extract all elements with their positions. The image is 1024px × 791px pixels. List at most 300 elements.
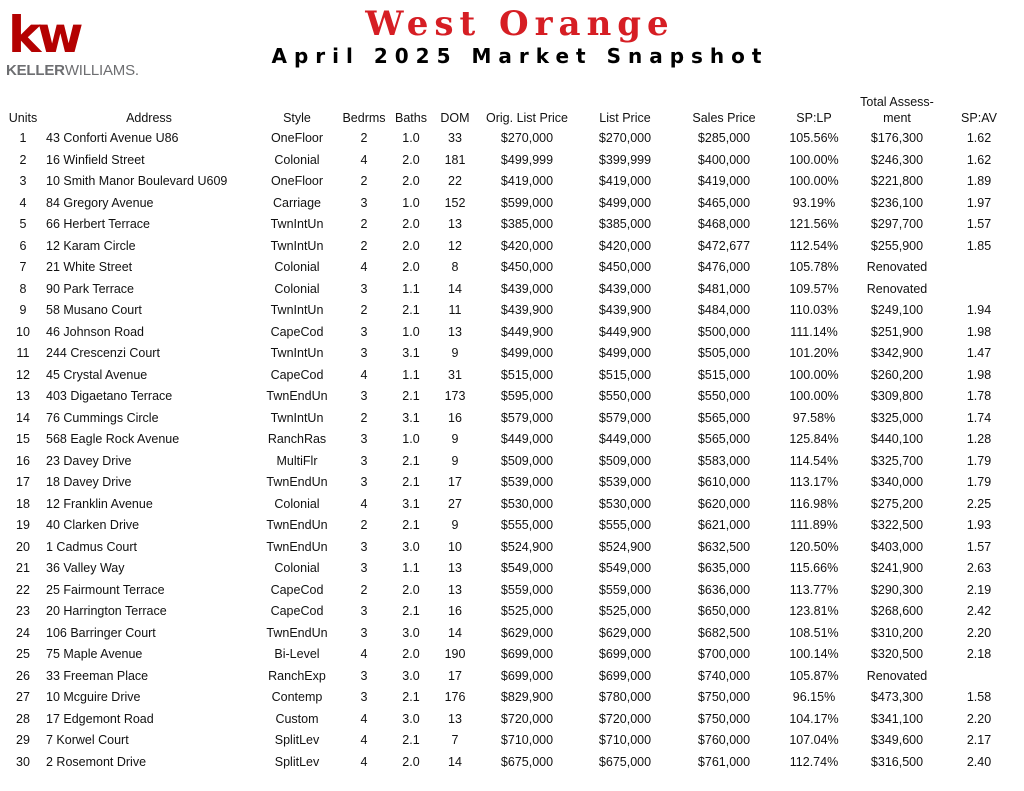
- cell-baths: 2.0: [402, 152, 420, 167]
- cell-orig-list-price: $629,000: [500, 625, 554, 640]
- cell-sp-av: 1.28: [966, 432, 992, 446]
- cell-list-price: $699,000: [598, 668, 652, 683]
- cell-bedrms: 3: [360, 281, 368, 296]
- cell-total-assessment: $403,000: [870, 539, 924, 554]
- cell-units: 22: [16, 582, 30, 597]
- col-header-sp-av: SP:AV: [961, 111, 997, 125]
- cell-sp-av: 1.97: [966, 195, 992, 210]
- cell-style: MultiFlr: [276, 453, 318, 468]
- cell-total-assessment: $316,500: [870, 754, 924, 769]
- cell-list-price: $499,000: [598, 346, 652, 360]
- cell-sp-lp: 100.14%: [789, 647, 839, 661]
- cell-sp-av: 1.47: [966, 346, 992, 360]
- cell-units: 1: [19, 131, 27, 145]
- cell-sp-lp: 100.00%: [789, 389, 839, 403]
- cell-orig-list-price: $419,000: [500, 174, 554, 188]
- table-header-row: [4, 94, 1018, 128]
- cell-sp-av: 2.25: [966, 496, 992, 511]
- cell-address: 76 Cummings Circle: [46, 410, 159, 425]
- cell-sp-lp: 123.81%: [789, 604, 839, 618]
- cell-orig-list-price: $449,000: [500, 432, 554, 446]
- col-header-list-price: List Price: [599, 111, 651, 125]
- cell-list-price: $449,900: [598, 324, 652, 339]
- cell-sales-price: $481,000: [697, 281, 751, 296]
- cell-dom: 173: [444, 389, 466, 403]
- cell-orig-list-price: $555,000: [500, 518, 554, 532]
- cell-style: Colonial: [274, 561, 320, 575]
- cell-baths: 2.0: [402, 754, 420, 769]
- cell-style: CapeCod: [270, 582, 324, 597]
- cell-style: SplitLev: [274, 754, 320, 769]
- cell-orig-list-price: $499,999: [500, 152, 554, 167]
- cell-list-price: $450,000: [598, 260, 652, 274]
- cell-list-price: $720,000: [598, 711, 652, 726]
- cell-sp-av: 2.19: [966, 582, 992, 597]
- cell-sales-price: $632,500: [697, 539, 751, 554]
- cell-dom: 14: [448, 754, 462, 769]
- cell-bedrms: 3: [360, 604, 368, 618]
- cell-sp-av: 2.18: [966, 647, 992, 661]
- cell-dom: 8: [451, 260, 459, 274]
- cell-baths: 1.0: [402, 432, 420, 446]
- cell-style: RanchExp: [268, 668, 326, 683]
- cell-bedrms: 2: [360, 410, 368, 425]
- cell-sp-av: [940, 257, 1018, 279]
- cell-sales-price: $750,000: [697, 690, 751, 704]
- cell-sp-lp: 116.98%: [789, 496, 839, 511]
- cell-baths: 2.0: [402, 647, 420, 661]
- cell-dom: 176: [444, 690, 466, 704]
- cell-style: TwnIntUn: [270, 346, 324, 360]
- cell-baths: 2.0: [402, 238, 420, 253]
- cell-list-price: $439,900: [598, 303, 652, 317]
- cell-list-price: $675,000: [598, 754, 652, 769]
- cell-units: 26: [16, 668, 30, 683]
- table-body: [4, 128, 1018, 773]
- cell-list-price: $439,000: [598, 281, 652, 296]
- cell-orig-list-price: $525,000: [500, 604, 554, 618]
- cell-orig-list-price: $530,000: [500, 496, 554, 511]
- cell-sales-price: $500,000: [697, 324, 751, 339]
- cell-dom: 181: [444, 152, 466, 167]
- market-snapshot-table: [4, 94, 1018, 773]
- cell-sales-price: $750,000: [697, 711, 751, 726]
- table-row: [4, 429, 1018, 451]
- table-row: [4, 537, 1018, 559]
- cell-total-assessment: $251,900: [870, 324, 924, 339]
- cell-address: 12 Franklin Avenue: [46, 496, 153, 511]
- col-header-total-assessment-line1: Total Assess-: [860, 95, 934, 109]
- cell-units: 3: [19, 174, 27, 188]
- table-row: [4, 365, 1018, 387]
- page-title: West Orange: [365, 4, 675, 44]
- cell-total-assessment: $473,300: [870, 690, 924, 704]
- table-row: [4, 644, 1018, 666]
- cell-address: 106 Barringer Court: [46, 625, 156, 640]
- cell-sp-av: 2.20: [966, 711, 992, 726]
- cell-units: 15: [16, 432, 30, 446]
- cell-sales-price: $565,000: [697, 432, 751, 446]
- cell-address: 58 Musano Court: [46, 303, 142, 317]
- cell-orig-list-price: $439,900: [500, 303, 554, 317]
- cell-list-price: $539,000: [598, 475, 652, 489]
- cell-list-price: $499,000: [598, 195, 652, 210]
- cell-total-assessment: $342,900: [870, 346, 924, 360]
- cell-address: 75 Maple Avenue: [46, 647, 143, 661]
- cell-orig-list-price: $539,000: [500, 475, 554, 489]
- cell-sales-price: $650,000: [697, 604, 751, 618]
- cell-style: TwnIntUn: [270, 238, 324, 253]
- cell-orig-list-price: $449,900: [500, 324, 554, 339]
- cell-style: Colonial: [274, 496, 320, 511]
- cell-baths: 2.1: [402, 604, 420, 618]
- cell-orig-list-price: $699,000: [500, 668, 554, 683]
- cell-style: Colonial: [274, 260, 320, 274]
- cell-units: 19: [16, 518, 30, 532]
- cell-total-assessment: $320,500: [870, 647, 924, 661]
- cell-bedrms: 3: [360, 432, 368, 446]
- cell-bedrms: 4: [360, 711, 368, 726]
- cell-baths: 3.0: [402, 711, 420, 726]
- cell-dom: 13: [448, 561, 462, 575]
- cell-baths: 3.0: [402, 668, 420, 683]
- cell-style: OneFloor: [270, 131, 324, 145]
- cell-bedrms: 4: [360, 496, 368, 511]
- cell-sp-lp: 114.54%: [789, 453, 839, 468]
- cell-address: 90 Park Terrace: [46, 281, 135, 296]
- cell-bedrms: 3: [360, 453, 368, 468]
- cell-sales-price: $465,000: [697, 195, 751, 210]
- cell-baths: 1.1: [402, 281, 420, 296]
- cell-dom: 152: [444, 195, 466, 210]
- cell-baths: 2.0: [402, 582, 420, 597]
- cell-total-assessment: $325,000: [870, 410, 924, 425]
- cell-total-assessment: $340,000: [870, 475, 924, 489]
- cell-bedrms: 3: [360, 195, 368, 210]
- cell-sp-lp: 111.89%: [790, 518, 838, 532]
- table-row: [4, 214, 1018, 236]
- cell-total-assessment: $440,100: [870, 432, 924, 446]
- cell-baths: 2.1: [402, 389, 420, 403]
- cell-orig-list-price: $595,000: [500, 389, 554, 403]
- cell-units: 21: [16, 561, 30, 575]
- cell-bedrms: 2: [360, 518, 368, 532]
- cell-baths: 3.0: [402, 539, 420, 554]
- cell-bedrms: 3: [360, 561, 368, 575]
- cell-orig-list-price: $450,000: [500, 260, 554, 274]
- cell-sp-av: 1.62: [966, 131, 992, 145]
- cell-list-price: $270,000: [598, 131, 652, 145]
- cell-sales-price: $550,000: [697, 389, 751, 403]
- cell-sp-av: [940, 666, 1018, 688]
- cell-address: 403 Digaetano Terrace: [46, 389, 173, 403]
- cell-units: 14: [16, 410, 30, 425]
- cell-sales-price: $400,000: [697, 152, 751, 167]
- col-header-baths: Baths: [395, 111, 427, 125]
- cell-orig-list-price: $599,000: [500, 195, 554, 210]
- cell-orig-list-price: $270,000: [500, 131, 554, 145]
- cell-total-assessment: $268,600: [870, 604, 924, 618]
- cell-address: 36 Valley Way: [46, 561, 125, 575]
- cell-total-assessment: Renovated: [866, 281, 928, 296]
- cell-total-assessment: Renovated: [866, 668, 928, 683]
- cell-list-price: $524,900: [598, 539, 652, 554]
- cell-total-assessment: $309,800: [870, 389, 924, 403]
- cell-units: 29: [16, 733, 30, 747]
- cell-bedrms: 3: [360, 475, 368, 489]
- cell-bedrms: 4: [360, 152, 368, 167]
- cell-bedrms: 3: [360, 346, 368, 360]
- cell-style: CapeCod: [270, 367, 324, 382]
- cell-list-price: $559,000: [598, 582, 652, 597]
- cell-orig-list-price: $439,000: [500, 281, 554, 296]
- cell-sp-lp: 101.20%: [789, 346, 839, 360]
- cell-bedrms: 3: [360, 324, 368, 339]
- cell-sp-av: 1.89: [966, 174, 992, 188]
- cell-baths: 1.1: [402, 367, 420, 382]
- cell-sp-av: 2.40: [966, 754, 992, 769]
- cell-list-price: $699,000: [598, 647, 652, 661]
- cell-style: Bi-Level: [274, 647, 320, 661]
- cell-sp-av: 2.42: [966, 604, 992, 618]
- cell-total-assessment: $249,100: [870, 303, 924, 317]
- cell-bedrms: 2: [360, 238, 368, 253]
- cell-list-price: $530,000: [598, 496, 652, 511]
- table-row: [4, 257, 1018, 279]
- cell-sp-lp: 105.56%: [789, 131, 839, 145]
- table-row: [4, 623, 1018, 645]
- cell-units: 16: [16, 453, 30, 468]
- cell-sales-price: $740,000: [697, 668, 751, 683]
- cell-style: Custom: [275, 711, 319, 726]
- cell-total-assessment: $236,100: [870, 195, 924, 210]
- cell-sales-price: $565,000: [697, 410, 751, 425]
- cell-sales-price: $620,000: [697, 496, 751, 511]
- col-header-orig-list-price: Orig. List Price: [486, 111, 568, 125]
- cell-style: TwnIntUn: [270, 217, 324, 231]
- cell-dom: 11: [448, 303, 462, 317]
- cell-sp-lp: 115.66%: [789, 561, 839, 575]
- cell-style: CapeCod: [270, 324, 324, 339]
- cell-list-price: $419,000: [598, 174, 652, 188]
- table-row: [4, 601, 1018, 623]
- col-header-bedrms: Bedrms: [342, 111, 386, 125]
- cell-bedrms: 2: [360, 174, 368, 188]
- table-row: [4, 128, 1018, 150]
- cell-bedrms: 3: [360, 690, 368, 704]
- cell-sp-lp: 111.14%: [790, 324, 838, 339]
- cell-baths: 2.1: [402, 453, 420, 468]
- cell-orig-list-price: $829,900: [500, 690, 554, 704]
- cell-list-price: $449,000: [598, 432, 652, 446]
- cell-dom: 9: [451, 346, 459, 360]
- cell-units: 18: [16, 496, 30, 511]
- table-row: [4, 472, 1018, 494]
- cell-sp-av: 2.17: [966, 733, 992, 747]
- table-row: [4, 730, 1018, 752]
- cell-sp-av: 1.85: [966, 238, 992, 253]
- cell-dom: 17: [448, 668, 462, 683]
- cell-address: 10 Mcguire Drive: [46, 690, 141, 704]
- cell-units: 5: [19, 217, 27, 231]
- cell-orig-list-price: $710,000: [500, 733, 554, 747]
- cell-address: 25 Fairmount Terrace: [46, 582, 165, 597]
- cell-bedrms: 3: [360, 539, 368, 554]
- cell-sp-lp: 110.03%: [789, 303, 839, 317]
- cell-sales-price: $700,000: [697, 647, 751, 661]
- cell-total-assessment: Renovated: [866, 260, 928, 274]
- cell-style: Carriage: [273, 195, 321, 210]
- table-row: [4, 666, 1018, 688]
- cell-baths: 3.0: [402, 625, 420, 640]
- cell-total-assessment: $255,900: [870, 238, 924, 253]
- cell-sp-av: 2.20: [966, 625, 992, 640]
- cell-dom: 9: [451, 453, 459, 468]
- cell-style: Contemp: [271, 690, 323, 704]
- cell-units: 27: [16, 690, 30, 704]
- cell-baths: 3.1: [402, 410, 420, 425]
- cell-sp-lp: 100.00%: [789, 174, 839, 188]
- cell-total-assessment: $341,100: [870, 711, 924, 726]
- cell-orig-list-price: $579,000: [500, 410, 554, 425]
- cell-sales-price: $621,000: [697, 518, 751, 532]
- cell-total-assessment: $297,700: [870, 217, 924, 231]
- cell-address: 20 Harrington Terrace: [46, 604, 167, 618]
- table-row: [4, 494, 1018, 516]
- cell-bedrms: 4: [360, 647, 368, 661]
- table-row: [4, 451, 1018, 473]
- cell-bedrms: 2: [360, 131, 368, 145]
- kw-logo-mark: kw: [8, 6, 80, 64]
- cell-address: 21 White Street: [46, 260, 133, 274]
- cell-address: 7 Korwel Court: [46, 733, 129, 747]
- cell-sp-lp: 113.17%: [789, 475, 839, 489]
- cell-units: 11: [16, 346, 30, 360]
- cell-dom: 27: [448, 496, 462, 511]
- cell-sp-av: 1.78: [966, 389, 992, 403]
- cell-dom: 9: [451, 432, 459, 446]
- cell-sales-price: $583,000: [697, 453, 751, 468]
- cell-sp-lp: 125.84%: [789, 432, 839, 446]
- col-header-sp-lp: SP:LP: [796, 111, 832, 125]
- cell-units: 9: [19, 303, 27, 317]
- cell-dom: 13: [448, 217, 462, 231]
- cell-sp-av: 1.79: [966, 475, 992, 489]
- cell-units: 10: [16, 324, 30, 339]
- cell-sp-lp: 97.58%: [792, 410, 836, 425]
- cell-bedrms: 3: [360, 389, 368, 403]
- cell-sales-price: $761,000: [697, 754, 751, 769]
- cell-list-price: $509,000: [598, 453, 652, 468]
- cell-bedrms: 4: [360, 733, 368, 747]
- cell-sp-lp: 107.04%: [789, 733, 839, 747]
- cell-bedrms: 4: [360, 367, 368, 382]
- table-row: [4, 193, 1018, 215]
- cell-address: 16 Winfield Street: [46, 152, 145, 167]
- cell-address: 45 Crystal Avenue: [46, 367, 148, 382]
- cell-bedrms: 3: [360, 668, 368, 683]
- cell-baths: 3.1: [402, 346, 420, 360]
- cell-sp-lp: 105.78%: [789, 260, 839, 274]
- cell-baths: 3.1: [402, 496, 420, 511]
- cell-baths: 1.0: [402, 131, 420, 145]
- cell-style: TwnEndUn: [266, 518, 328, 532]
- cell-bedrms: 2: [360, 582, 368, 597]
- cell-sales-price: $472,677: [697, 238, 751, 253]
- cell-units: 24: [16, 625, 30, 640]
- cell-sp-av: 1.57: [966, 217, 992, 231]
- cell-sp-lp: 109.57%: [789, 281, 839, 296]
- cell-style: TwnEndUn: [266, 389, 328, 403]
- cell-total-assessment: $310,200: [870, 625, 924, 640]
- cell-dom: 10: [448, 539, 462, 554]
- cell-units: 13: [16, 389, 30, 403]
- cell-baths: 1.0: [402, 195, 420, 210]
- cell-sp-lp: 105.87%: [789, 668, 839, 683]
- cell-sp-av: 1.98: [966, 367, 992, 382]
- cell-total-assessment: $221,800: [870, 174, 924, 188]
- cell-dom: 13: [448, 711, 462, 726]
- cell-address: 1 Cadmus Court: [46, 539, 138, 554]
- cell-orig-list-price: $720,000: [500, 711, 554, 726]
- cell-sales-price: $419,000: [697, 174, 751, 188]
- cell-address: 43 Conforti Avenue U86: [46, 131, 179, 145]
- cell-address: 40 Clarken Drive: [46, 518, 140, 532]
- cell-dom: 12: [448, 238, 462, 253]
- cell-orig-list-price: $499,000: [500, 346, 554, 360]
- cell-dom: 14: [448, 625, 462, 640]
- cell-list-price: $515,000: [598, 367, 652, 382]
- cell-sp-lp: 121.56%: [789, 217, 839, 231]
- cell-sales-price: $636,000: [697, 582, 751, 597]
- cell-baths: 1.0: [402, 324, 420, 339]
- cell-total-assessment: $290,300: [870, 582, 924, 597]
- table-row: [4, 150, 1018, 172]
- cell-sp-av: 1.94: [966, 303, 992, 317]
- cell-sp-lp: 120.50%: [789, 539, 839, 554]
- cell-bedrms: 4: [360, 260, 368, 274]
- cell-address: 23 Davey Drive: [46, 453, 132, 468]
- cell-style: Colonial: [274, 281, 320, 296]
- cell-total-assessment: $241,900: [870, 561, 924, 575]
- cell-list-price: $579,000: [598, 410, 652, 425]
- page-subtitle: April 2025 Market Snapshot: [271, 44, 769, 68]
- cell-dom: 14: [448, 281, 462, 296]
- cell-dom: 31: [448, 367, 462, 382]
- table-row: [4, 408, 1018, 430]
- col-header-units: Units: [8, 111, 38, 125]
- cell-total-assessment: $322,500: [870, 518, 924, 532]
- cell-dom: 16: [448, 410, 462, 425]
- cell-sp-lp: 112.74%: [789, 754, 839, 769]
- cell-sp-lp: 100.00%: [789, 367, 839, 382]
- cell-bedrms: 2: [360, 217, 368, 231]
- cell-sales-price: $682,500: [697, 625, 751, 640]
- cell-address: 33 Freeman Place: [46, 668, 149, 683]
- cell-list-price: $550,000: [598, 389, 652, 403]
- cell-list-price: $780,000: [598, 690, 652, 704]
- cell-orig-list-price: $675,000: [500, 754, 554, 769]
- cell-sales-price: $610,000: [697, 475, 751, 489]
- cell-baths: 2.1: [402, 733, 420, 747]
- cell-address: 18 Davey Drive: [46, 475, 132, 489]
- cell-total-assessment: $325,700: [870, 453, 924, 468]
- cell-sales-price: $635,000: [697, 561, 751, 575]
- cell-dom: 7: [451, 733, 459, 747]
- cell-style: OneFloor: [270, 174, 324, 188]
- table-row: [4, 515, 1018, 537]
- cell-bedrms: 4: [360, 754, 368, 769]
